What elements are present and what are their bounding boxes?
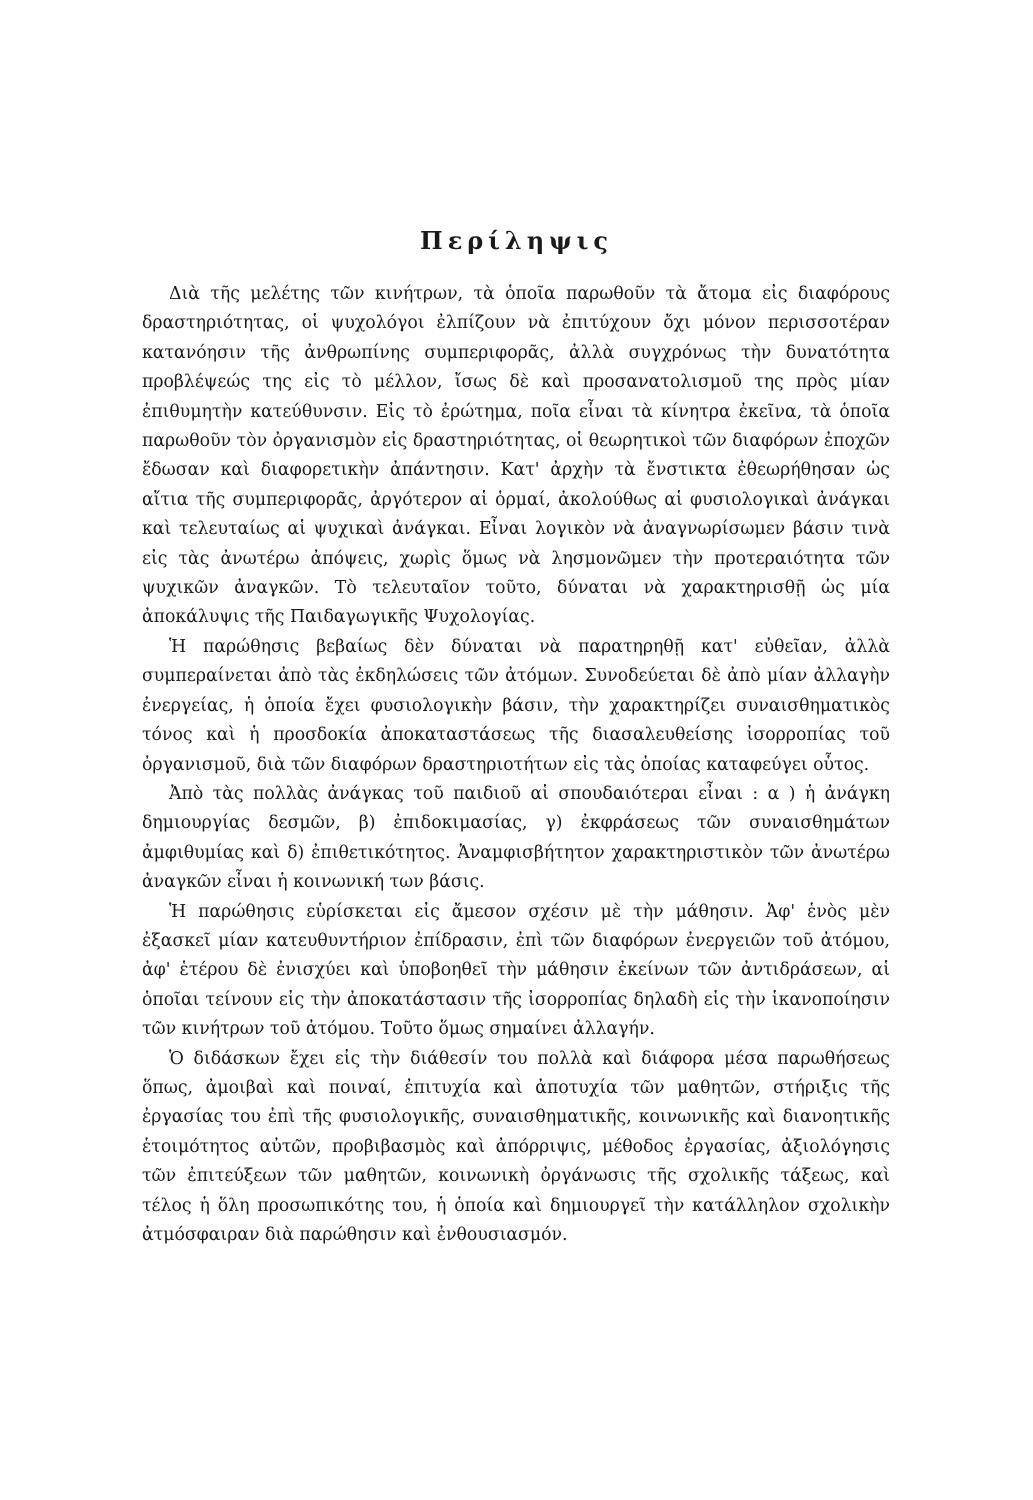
page-title: Περίληψις	[420, 226, 613, 255]
paragraph-motives: Διὰ τῆς μελέτης τῶν κινήτρων, τὰ ὁποῖα παρωθοῦν τὰ ἄτομα εἰς διαφόρους δραστηριότητας, οἱ ψυχολόγοι ἐλπίζουν νὰ ἐπιτύχουν ὄχι μόνον περισσοτέραν κατανόησιν τῆς ἀνθρωπίνης συμπεριφορᾶς, ἀλλὰ συγχρόνως τὴν δυνατότητα προβλέψεώς της εἰς τὸ μέλλον, ἴσως δὲ καὶ προσανατολισμοῦ της πρὸς μίαν ἐπιθυμητὴν κατεύθυνσιν. Εἰς τὸ ἐρώτημα, ποῖα εἶναι τὰ κίνητρα ἐκεῖνα, τὰ ὁποῖα παρωθοῦν τὸν ὀργανισμὸν εἰς δραστηριότητας, οἱ θεωρητικοὶ τῶν διαφόρων ἐποχῶν ἔδωσαν καὶ διαφορετικὴν ἀπάντησιν. Κατ' ἀρχὴν τὰ ἔνστικτα ἐθεωρήθησαν ὡς αἴτια τῆς συμπεριφορᾶς, ἀργότερον αἱ ὁρμαί, ἀκολούθως αἱ φυσιολογικαὶ ἀνάγκαι καὶ τελευταίως αἱ ψυχικαὶ ἀνάγκαι. Εἶναι λογικὸν νὰ ἀναγνωρίσωμεν βάσιν τινὰ εἰς τὰς ἀνωτέρω ἀπόψεις, χωρὶς ὅμως νὰ λησμονῶμεν τὴν προτεραιότητα τῶν ψυχικῶν ἀναγκῶν. Τὸ τελευταῖον τοῦτο, δύναται νὰ χαρακτηρισθῇ ὡς μία ἀποκάλυψις τῆς Παιδαγωγικῆς Ψυχολογίας.	[142, 284, 890, 628]
paragraph-motivation-observation: Ἡ παρώθησις βεβαίως δὲν δύναται νὰ παρατηρηθῇ κατ' εὐθεῖαν, ἀλλὰ συμπεραίνεται ἀπὸ τὰς ἐκδηλώσεις τῶν ἀτόμων. Συνοδεύεται δὲ ἀπὸ μίαν ἀλλαγὴν ἐνεργείας, ἡ ὁποία ἔχει φυσιολογικὴν βάσιν, τὴν χαρακτηρίζει συναισθηματικὸς τόνος καὶ ἡ προσδοκία ἀποκαταστάσεως τῆς διασαλευθείσης ἰσορροπίας τοῦ ὀργανισμοῦ, διὰ τῶν διαφόρων δραστηριοτήτων εἰς τὰς ὁποίας καταφεύγει οὗτος.	[142, 636, 890, 775]
paragraph-child-needs: Ἀπὸ τὰς πολλὰς ἀνάγκας τοῦ παιδιοῦ αἱ σπουδαιότεραι εἶναι : α ) ἡ ἀνάγκη δημιουργίας δεσμῶν, β) ἐπιδοκιμασίας, γ) ἐκφράσεως τῶν συναισθημάτων ἀμφιθυμίας καὶ δ) ἐπιθετικότητος. Ἀναμφισβήτητον χαρακτηριστικὸν τῶν ἀνωτέρω ἀναγκῶν εἶναι ἡ κοινωνική των βάσις.	[142, 783, 890, 893]
paragraph-teacher-means: Ὁ διδάσκων ἔχει εἰς τὴν διάθεσίν του πολλὰ καὶ διάφορα μέσα παρωθήσεως ὅπως, ἀμοιβαὶ καὶ ποιναί, ἐπιτυχία καὶ ἀποτυχία τῶν μαθητῶν, στήριξις τῆς ἐργασίας του ἐπὶ τῆς φυσιολογικῆς, συναισθηματικῆς, κοινωνικῆς καὶ διανοητικῆς ἑτοιμότητος αὐτῶν, προβιβασμὸς καὶ ἀπόρριψις, μέθοδος ἐργασίας, ἀξιολόγησις τῶν ἐπιτεύξεων τῶν μαθητῶν, κοινωνικὴ ὀργάνωσις τῆς σχολικῆς τάξεως, καὶ τέλος ἡ ὅλη προσωπικότης του, ἡ ὁποία καὶ δημιουργεῖ τὴν κατάλληλον σχολικὴν ἀτμόσφαιραν διὰ παρώθησιν καὶ ἐνθουσιασμόν.	[142, 1048, 890, 1245]
paragraph-learning: Ἡ παρώθησις εὑρίσκεται εἰς ἄμεσον σχέσιν μὲ τὴν μάθησιν. Ἀφ' ἑνὸς μὲν ἐξασκεῖ μίαν κατευθυντήριον ἐπίδρασιν, ἐπὶ τῶν διαφόρων ἐνεργειῶν τοῦ ἀτόμου, ἀφ' ἑτέρου δὲ ἐνισχύει καὶ ὑποβοηθεῖ τὴν μάθησιν ἐκείνων τῶν ἀντιδράσεων, αἱ ὁποῖαι τείνουν εἰς τὴν ἀποκατάστασιν τῆς ἰσορροπίας δηλαδὴ εἰς τὴν ἱκανοποίησιν τῶν κινήτρων τοῦ ἀτόμου. Τοῦτο ὅμως σημαίνει ἀλλαγήν.	[142, 901, 890, 1040]
abstract-body	[142, 280, 890, 1250]
